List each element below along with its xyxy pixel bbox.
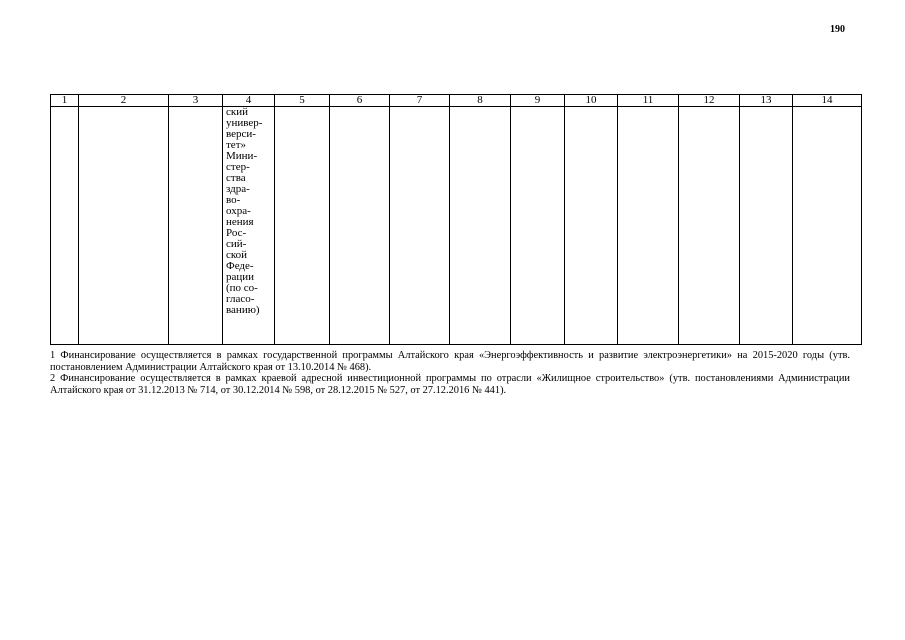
column-header: 14: [793, 95, 862, 107]
executor-text-line: ства: [226, 172, 246, 184]
table-cell: [275, 107, 330, 345]
executor-text-line: во-: [226, 194, 241, 206]
column-header: 3: [169, 95, 223, 107]
footnote-2: 2 Финансирование осуществляется в рамках краевой адресной инвестиционной программы по отрасли «Жилищное строительство» (утв. постановлениями Администрации Алтайского края от 31.12.2013 № 714, от 30.12.2014 № 598, от 28.12.2015 № 527, от 27.12.2016 № 441).: [50, 373, 850, 396]
executor-text-line: сий-: [226, 238, 247, 250]
data-table: [50, 94, 862, 345]
executor-text-line: Феде-: [226, 260, 254, 272]
executor-text-line: стер-: [226, 161, 250, 173]
table-cell: [390, 107, 450, 345]
column-header: 10: [565, 95, 618, 107]
column-header: 8: [450, 95, 511, 107]
footnotes: [50, 350, 850, 396]
executor-text-line: верси-: [226, 128, 256, 140]
column-header: 5: [275, 95, 330, 107]
table-cell: [793, 107, 862, 345]
table-cell: [223, 107, 275, 345]
column-header: 11: [618, 95, 679, 107]
column-header: 4: [223, 95, 275, 107]
table-row: [51, 107, 862, 345]
table-cell: [565, 107, 618, 345]
table-cell: [330, 107, 390, 345]
table-cell: [511, 107, 565, 345]
executor-text-line: Рос-: [226, 227, 247, 239]
executor-text-line: гласо-: [226, 293, 255, 305]
executor-text-line: (по со-: [226, 282, 258, 294]
table-cell: [740, 107, 793, 345]
executor-text-line: ский: [226, 106, 248, 118]
executor-text: [223, 107, 274, 316]
column-header: 2: [79, 95, 169, 107]
executor-text-line: тет»: [226, 139, 246, 151]
column-header: 12: [679, 95, 740, 107]
footnote-1: 1 Финансирование осуществляется в рамках государственной программы Алтайского края «Энергоэффективность и развитие электроэнергетики» на 2015-2020 годы (утв. постановлением Администрации Алтайского края от 13.10.2014 № 468).: [50, 350, 850, 373]
table-cell: [618, 107, 679, 345]
column-header: 13: [740, 95, 793, 107]
executor-text-line: ской: [226, 249, 248, 261]
table-cell: [450, 107, 511, 345]
executor-text-line: рации: [226, 271, 255, 283]
table-cell: [51, 107, 79, 345]
column-header: 7: [390, 95, 450, 107]
column-header: 1: [51, 95, 79, 107]
executor-text-line: ванию): [226, 304, 260, 316]
column-header: 9: [511, 95, 565, 107]
table-cell: [679, 107, 740, 345]
executor-text-line: Мини-: [226, 150, 258, 162]
table-cell: [79, 107, 169, 345]
table-cell: [169, 107, 223, 345]
executor-text-line: охра-: [226, 205, 251, 217]
page-number: 190: [830, 24, 845, 35]
table-header-row: [51, 95, 862, 107]
executor-text-line: нения: [226, 216, 254, 228]
column-header: 6: [330, 95, 390, 107]
executor-text-line: здра-: [226, 183, 250, 195]
executor-text-line: универ-: [226, 117, 263, 129]
